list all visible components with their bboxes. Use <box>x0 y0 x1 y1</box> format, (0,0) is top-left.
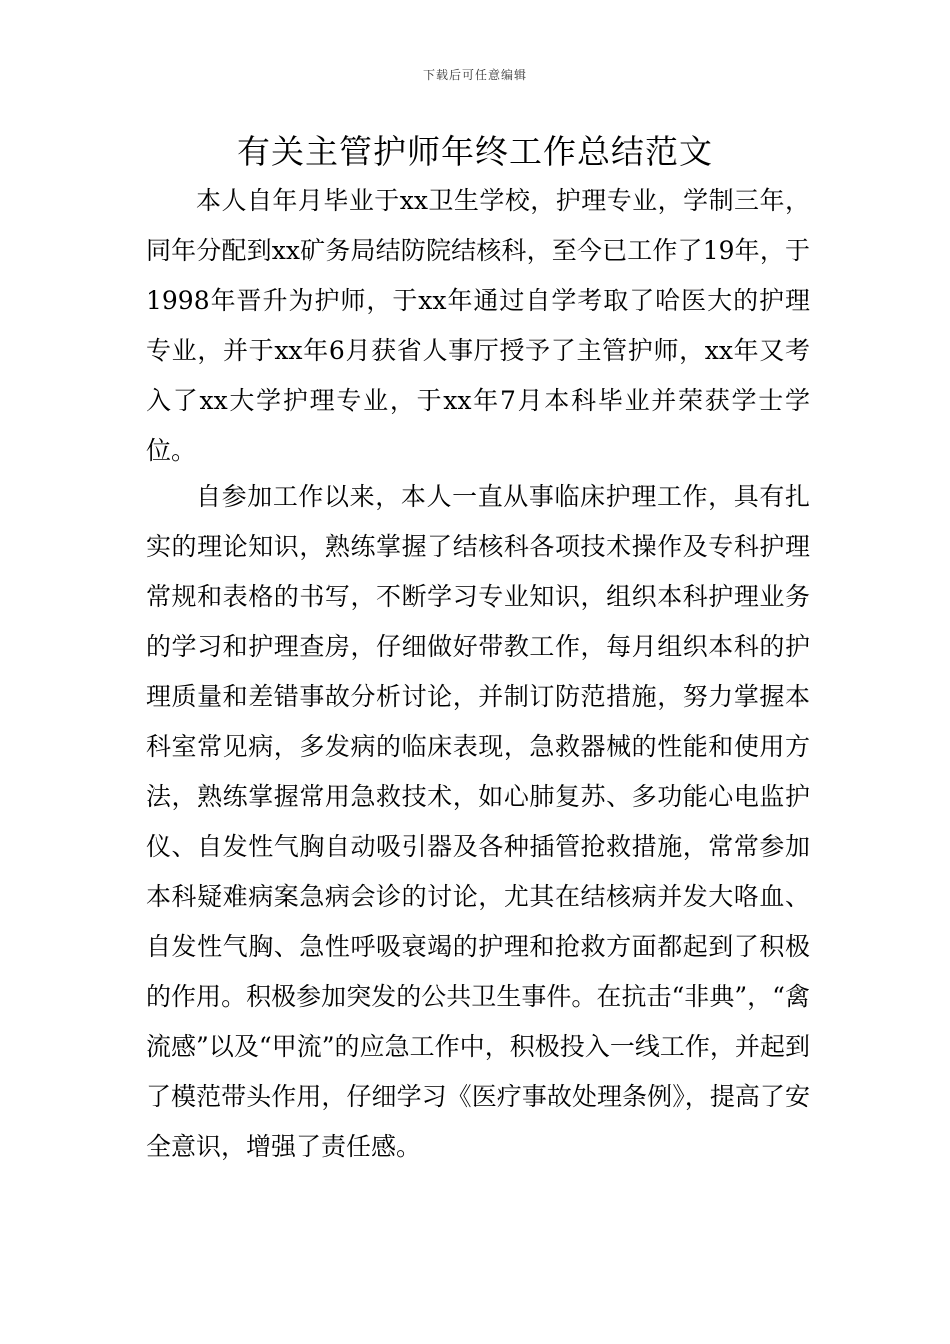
body-paragraph: 本人自年月毕业于xx卫生学校，护理专业，学制三年，同年分配到xx矿务局结防院结核科，至今已工作了19年，于1998年晋升为护师，于xx年通过自学考取了哈医大的护理专业，并于xx年6月获省人事厅授予了主管护师，xx年又考入了xx大学护理专业，于xx年7月本科毕业并荣获学士学位。 <box>146 186 810 465</box>
header-note: 下载后可任意编辑 <box>422 68 527 82</box>
document-title: 有关主管护师年终工作总结范文 <box>237 132 713 171</box>
paragraph-1-block <box>146 176 810 476</box>
body-paragraph: 自参加工作以来，本人一直从事临床护理工作，具有扎实的理论知识，熟练掌握了结核科各项技术操作及专科护理常规和表格的书写，不断学习专业知识，组织本科护理业务的学习和护理查房，仔细做好带教工作，每月组织本科的护理质量和差错事故分析讨论，并制订防范措施，努力掌握本科室常见病，多发病的临床表现，急救器械的性能和使用方法，熟练掌握常用急救技术，如心肺复苏、多功能心电监护仪、自发性气胸自动吸引器及各种插管抢救措施，常常参加本科疑难病案急病会诊的讨论，尤其在结核病并发大咯血、自发性气胸、急性呼吸衰竭的护理和抢救方面都起到了积极的作用。积极参加突发的公共卫生事件。在抗击“非典”，“禽流感”以及“甲流”的应急工作中，积极投入一线工作，并起到了模范带头作用，仔细学习《医疗事故处理条例》，提高了安全意识，增强了责任感。 <box>146 482 810 1161</box>
paragraph-2-block <box>146 472 810 1172</box>
